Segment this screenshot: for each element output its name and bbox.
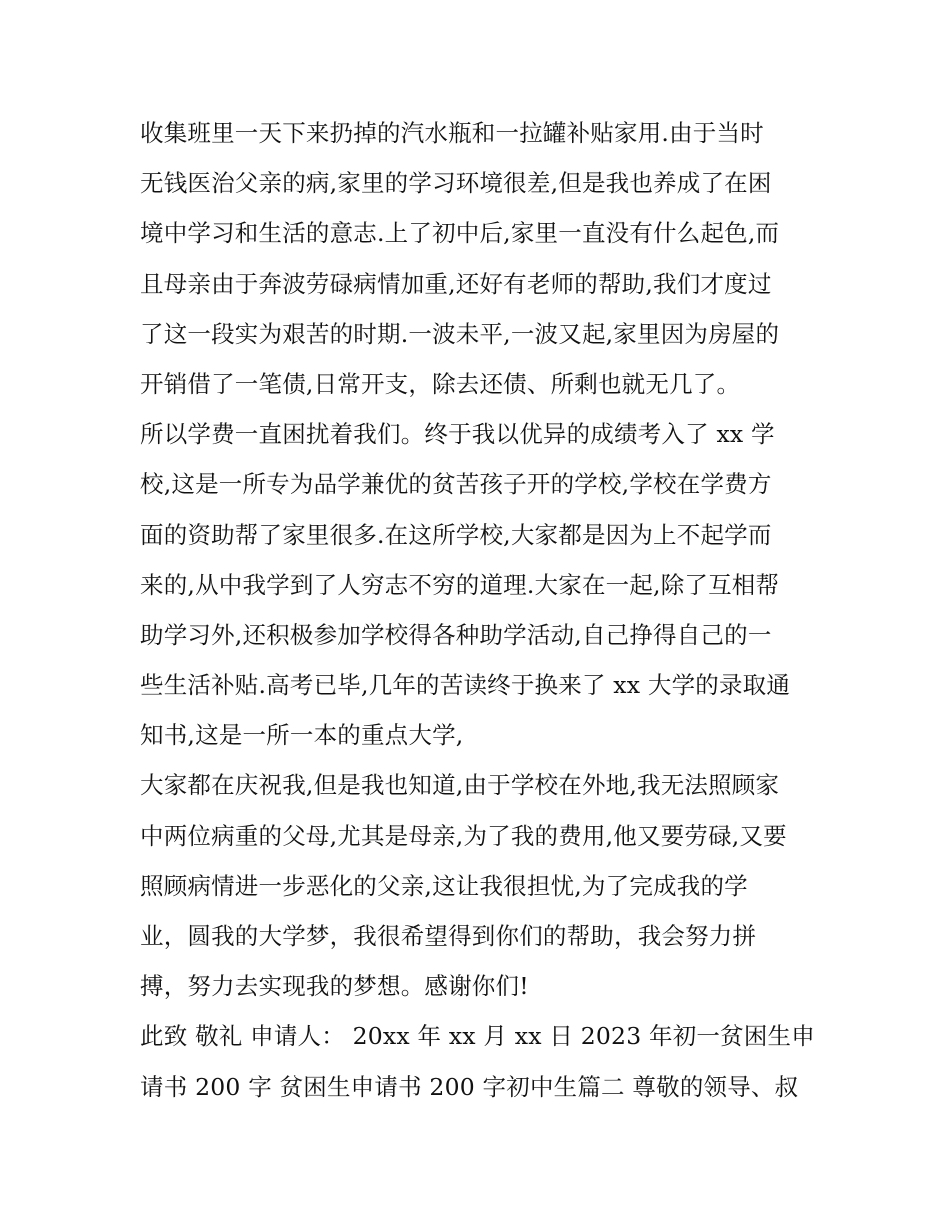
text-line: 且母亲由于奔波劳碌病情加重,还好有老师的帮助,我们才度过 (140, 269, 772, 298)
text-line: 校,这是一所专为品学兼优的贫苦孩子开的学校,学校在学费方 (140, 470, 772, 499)
text-line: 来的,从中我学到了人穷志不穷的道理.大家在一起,除了互相帮 (140, 570, 780, 599)
text-line: 大家都在庆祝我,但是我也知道,由于学校在外地,我无法照顾家 (140, 771, 780, 800)
text-line: 业，圆我的大学梦，我很希望得到你们的帮助，我会努力拼 (140, 922, 757, 950)
text-line: 些生活补贴.高考已毕,几年的苦读终于换来了 xx 大学的录取通 (140, 671, 791, 700)
text-line: 搏，努力去实现我的梦想。感谢你们! (140, 972, 529, 1001)
text-line: 照顾病情进一步恶化的父亲,这让我很担忧,为了完成我的学 (140, 871, 748, 900)
text-line: 知书,这是一所一本的重点大学, (140, 721, 464, 750)
document-body (140, 108, 820, 1112)
text-line: 此致 敬礼 申请人： 20xx 年 xx 月 xx 日 2023 年初一贫困生申 (140, 1022, 815, 1051)
text-line: 中两位病重的父母,尤其是母亲,为了我的费用,他又要劳碌,又要 (140, 821, 787, 850)
text-line: 面的资助帮了家里很多.在这所学校,大家都是因为上不起学而 (140, 520, 772, 549)
text-line: 无钱医治父亲的病,家里的学习环境很差,但是我也养成了在困 (140, 169, 772, 198)
text-line: 请书 200 字 贫困生申请书 200 字初中生篇二 尊敬的领导、叔 (140, 1072, 799, 1101)
text-line: 助学习外,还积极参加学校得各种助学活动,自己挣得自己的一 (140, 620, 772, 649)
text-line: 了这一段实为艰苦的时期.一波未平,一波又起,家里因为房屋的 (140, 319, 780, 348)
text-line: 境中学习和生活的意志.上了初中后,家里一直没有什么起色,而 (140, 219, 780, 248)
text-line: 收集班里一天下来扔掉的汽水瓶和一拉罐补贴家用.由于当时 (140, 119, 764, 147)
text-line: 开销借了一笔债,日常开支，除去还债、所剩也就无几了。 (140, 369, 741, 398)
text-line: 所以学费一直困扰着我们。终于我以优异的成绩考入了 xx 学 (140, 420, 775, 449)
